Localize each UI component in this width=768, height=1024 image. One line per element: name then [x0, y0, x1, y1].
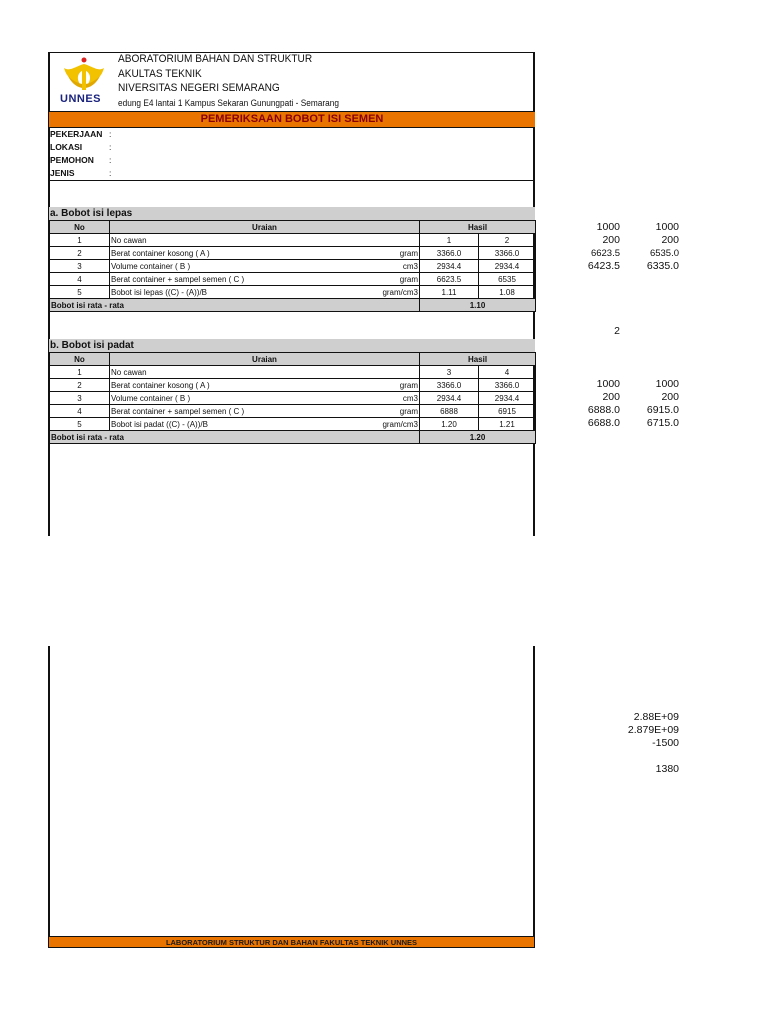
cell-hasil-2: 2: [479, 234, 536, 247]
unit-text: gram: [399, 380, 418, 390]
side-b-1-1: 1000: [596, 378, 620, 390]
col-no: No: [50, 221, 110, 234]
table-row: [50, 418, 536, 431]
meta-label: LOKASI: [50, 142, 83, 152]
side-b-2-2: 200: [661, 391, 679, 403]
cell-no: 2: [50, 379, 110, 392]
table-row: [50, 260, 536, 273]
cell-hasil-1: 6623.5: [420, 273, 479, 286]
side-b-3-1: 6888.0: [587, 404, 620, 416]
uraian-text: Berat container + sampel semen ( C ): [111, 406, 245, 416]
side-bottom-1: 2.88E+09: [633, 711, 679, 723]
header-line-2: AKULTAS TEKNIK: [118, 68, 202, 80]
average-row: [50, 299, 536, 312]
meta-pemohon: [50, 154, 112, 167]
header-line-1: ABORATORIUM BAHAN DAN STRUKTUR: [118, 53, 313, 65]
side-a-2-2: 200: [661, 234, 679, 246]
uraian-text: Berat container kosong ( A ): [111, 248, 210, 258]
cell-hasil-2: 1.21: [479, 418, 536, 431]
side-bottom-4: 1380: [655, 763, 679, 775]
table-row: [50, 234, 536, 247]
cell-hasil-1: 2934.4: [420, 260, 479, 273]
cell-no: 1: [50, 234, 110, 247]
cell-hasil-2: 3366.0: [479, 247, 536, 260]
cell-hasil-1: 1: [420, 234, 479, 247]
cell-uraian: [110, 260, 420, 273]
unit-text: gram: [399, 406, 418, 416]
table-row: [50, 273, 536, 286]
meta-divider: [48, 180, 535, 181]
cell-hasil-1: 3366.0: [420, 379, 479, 392]
cell-hasil-2: 6535: [479, 273, 536, 286]
side-a-3-1: 6623.5: [590, 248, 620, 259]
side-a-3-2: 6535.0: [649, 248, 679, 259]
average-label: Bobot isi rata - rata: [50, 431, 420, 444]
unit-text: cm3: [402, 261, 418, 271]
cell-hasil-1: 1.11: [420, 286, 479, 299]
table-header-row: [50, 221, 536, 234]
table-row: [50, 379, 536, 392]
uraian-text: Berat container kosong ( A ): [111, 380, 210, 390]
table-row: [50, 366, 536, 379]
unit-text: cm3: [402, 393, 418, 403]
uraian-text: No cawan: [111, 367, 147, 377]
cell-hasil-1: 1.20: [420, 418, 479, 431]
side-a-4-1: 6423.5: [587, 260, 620, 272]
col-no: No: [50, 353, 110, 366]
side-mid: 2: [614, 325, 620, 337]
meta-label: PEKERJAAN: [50, 129, 103, 139]
cell-no: 2: [50, 247, 110, 260]
meta-colon: :: [109, 129, 112, 139]
uraian-text: Volume container ( B ): [111, 393, 191, 403]
col-uraian: Uraian: [110, 221, 420, 234]
uraian-text: No cawan: [111, 235, 147, 245]
side-b-3-2: 6915.0: [646, 404, 679, 416]
cell-hasil-2: 2934.4: [479, 392, 536, 405]
cell-uraian: [110, 286, 420, 299]
cell-hasil-2: 2934.4: [479, 260, 536, 273]
meta-label: PEMOHON: [50, 155, 94, 165]
header-line-4: edung E4 lantai 1 Kampus Sekaran Gunungpati - Semarang: [118, 98, 339, 108]
side-a-1-1: 1000: [596, 221, 620, 233]
table-row: [50, 247, 536, 260]
unit-text: gram: [399, 248, 418, 258]
section-b-title: b. Bobot isi padat: [49, 339, 535, 352]
unit-text: gram/cm3: [382, 287, 418, 297]
cell-hasil-1: 6888: [420, 405, 479, 418]
cell-hasil-2: 3366.0: [479, 379, 536, 392]
sheet2-right-border: [533, 646, 535, 948]
header-line-3: NIVERSITAS NEGERI SEMARANG: [118, 82, 280, 94]
uraian-text: Bobot isi lepas ((C) - (A))/B: [111, 287, 208, 297]
cell-no: 1: [50, 366, 110, 379]
side-a-2-1: 200: [602, 234, 620, 246]
cell-uraian: [110, 247, 420, 260]
average-row: [50, 431, 536, 444]
cell-hasil-2: 6915: [479, 405, 536, 418]
meta-pekerjaan: [50, 128, 112, 141]
side-b-4-2: 6715.0: [646, 417, 679, 429]
col-uraian: Uraian: [110, 353, 420, 366]
cell-no: 3: [50, 260, 110, 273]
table-header-row: [50, 353, 536, 366]
unit-text: gram: [399, 274, 418, 284]
meta-jenis: [50, 167, 112, 180]
meta-label: JENIS: [50, 168, 75, 178]
cell-hasil-2: 1.08: [479, 286, 536, 299]
col-hasil: Hasil: [420, 353, 536, 366]
average-label: Bobot isi rata - rata: [50, 299, 420, 312]
cell-no: 5: [50, 418, 110, 431]
cell-no: 5: [50, 286, 110, 299]
cell-uraian: [110, 234, 420, 247]
side-a-1-2: 1000: [655, 221, 679, 233]
cell-no: 3: [50, 392, 110, 405]
table-row: [50, 286, 536, 299]
uraian-text: Berat container + sampel semen ( C ): [111, 274, 245, 284]
meta-lokasi: [50, 141, 112, 154]
page-title: PEMERIKSAAN BOBOT ISI SEMEN: [49, 111, 535, 128]
meta-colon: :: [109, 155, 112, 165]
side-a-4-2: 6335.0: [646, 260, 679, 272]
average-value: 1.10: [420, 299, 536, 312]
cell-uraian: [110, 392, 420, 405]
side-b-2-1: 200: [602, 391, 620, 403]
table-row: [50, 405, 536, 418]
side-b-4-1: 6688.0: [587, 417, 620, 429]
cell-hasil-1: 3: [420, 366, 479, 379]
logo-text: UNNES: [60, 93, 102, 105]
table-row: [50, 392, 536, 405]
cell-uraian: [110, 379, 420, 392]
cell-no: 4: [50, 273, 110, 286]
side-bottom-2: 2.879E+09: [627, 724, 679, 736]
cell-hasil-2: 4: [479, 366, 536, 379]
cell-no: 4: [50, 405, 110, 418]
meta-colon: :: [109, 142, 112, 152]
section-a-table: [49, 220, 536, 312]
cell-uraian: [110, 418, 420, 431]
cell-uraian: [110, 273, 420, 286]
unit-text: gram/cm3: [382, 419, 418, 429]
uraian-text: Bobot isi padat ((C) - (A))/B: [111, 419, 208, 429]
col-hasil: Hasil: [420, 221, 536, 234]
side-b-1-2: 1000: [655, 378, 679, 390]
section-a-title: a. Bobot isi lepas: [49, 207, 535, 220]
cell-uraian: [110, 405, 420, 418]
average-value: 1.20: [420, 431, 536, 444]
footer-bar: LABORATORIUM STRUKTUR DAN BAHAN FAKULTAS TEKNIK UNNES: [48, 936, 535, 948]
section-b-table: [49, 352, 536, 444]
uraian-text: Volume container ( B ): [111, 261, 191, 271]
sheet2-left-border: [48, 646, 50, 948]
cell-hasil-1: 2934.4: [420, 392, 479, 405]
unnes-logo: [56, 54, 112, 108]
side-bottom-3: -1500: [652, 737, 679, 749]
cell-hasil-1: 3366.0: [420, 247, 479, 260]
meta-colon: :: [109, 168, 112, 178]
cell-uraian: [110, 366, 420, 379]
